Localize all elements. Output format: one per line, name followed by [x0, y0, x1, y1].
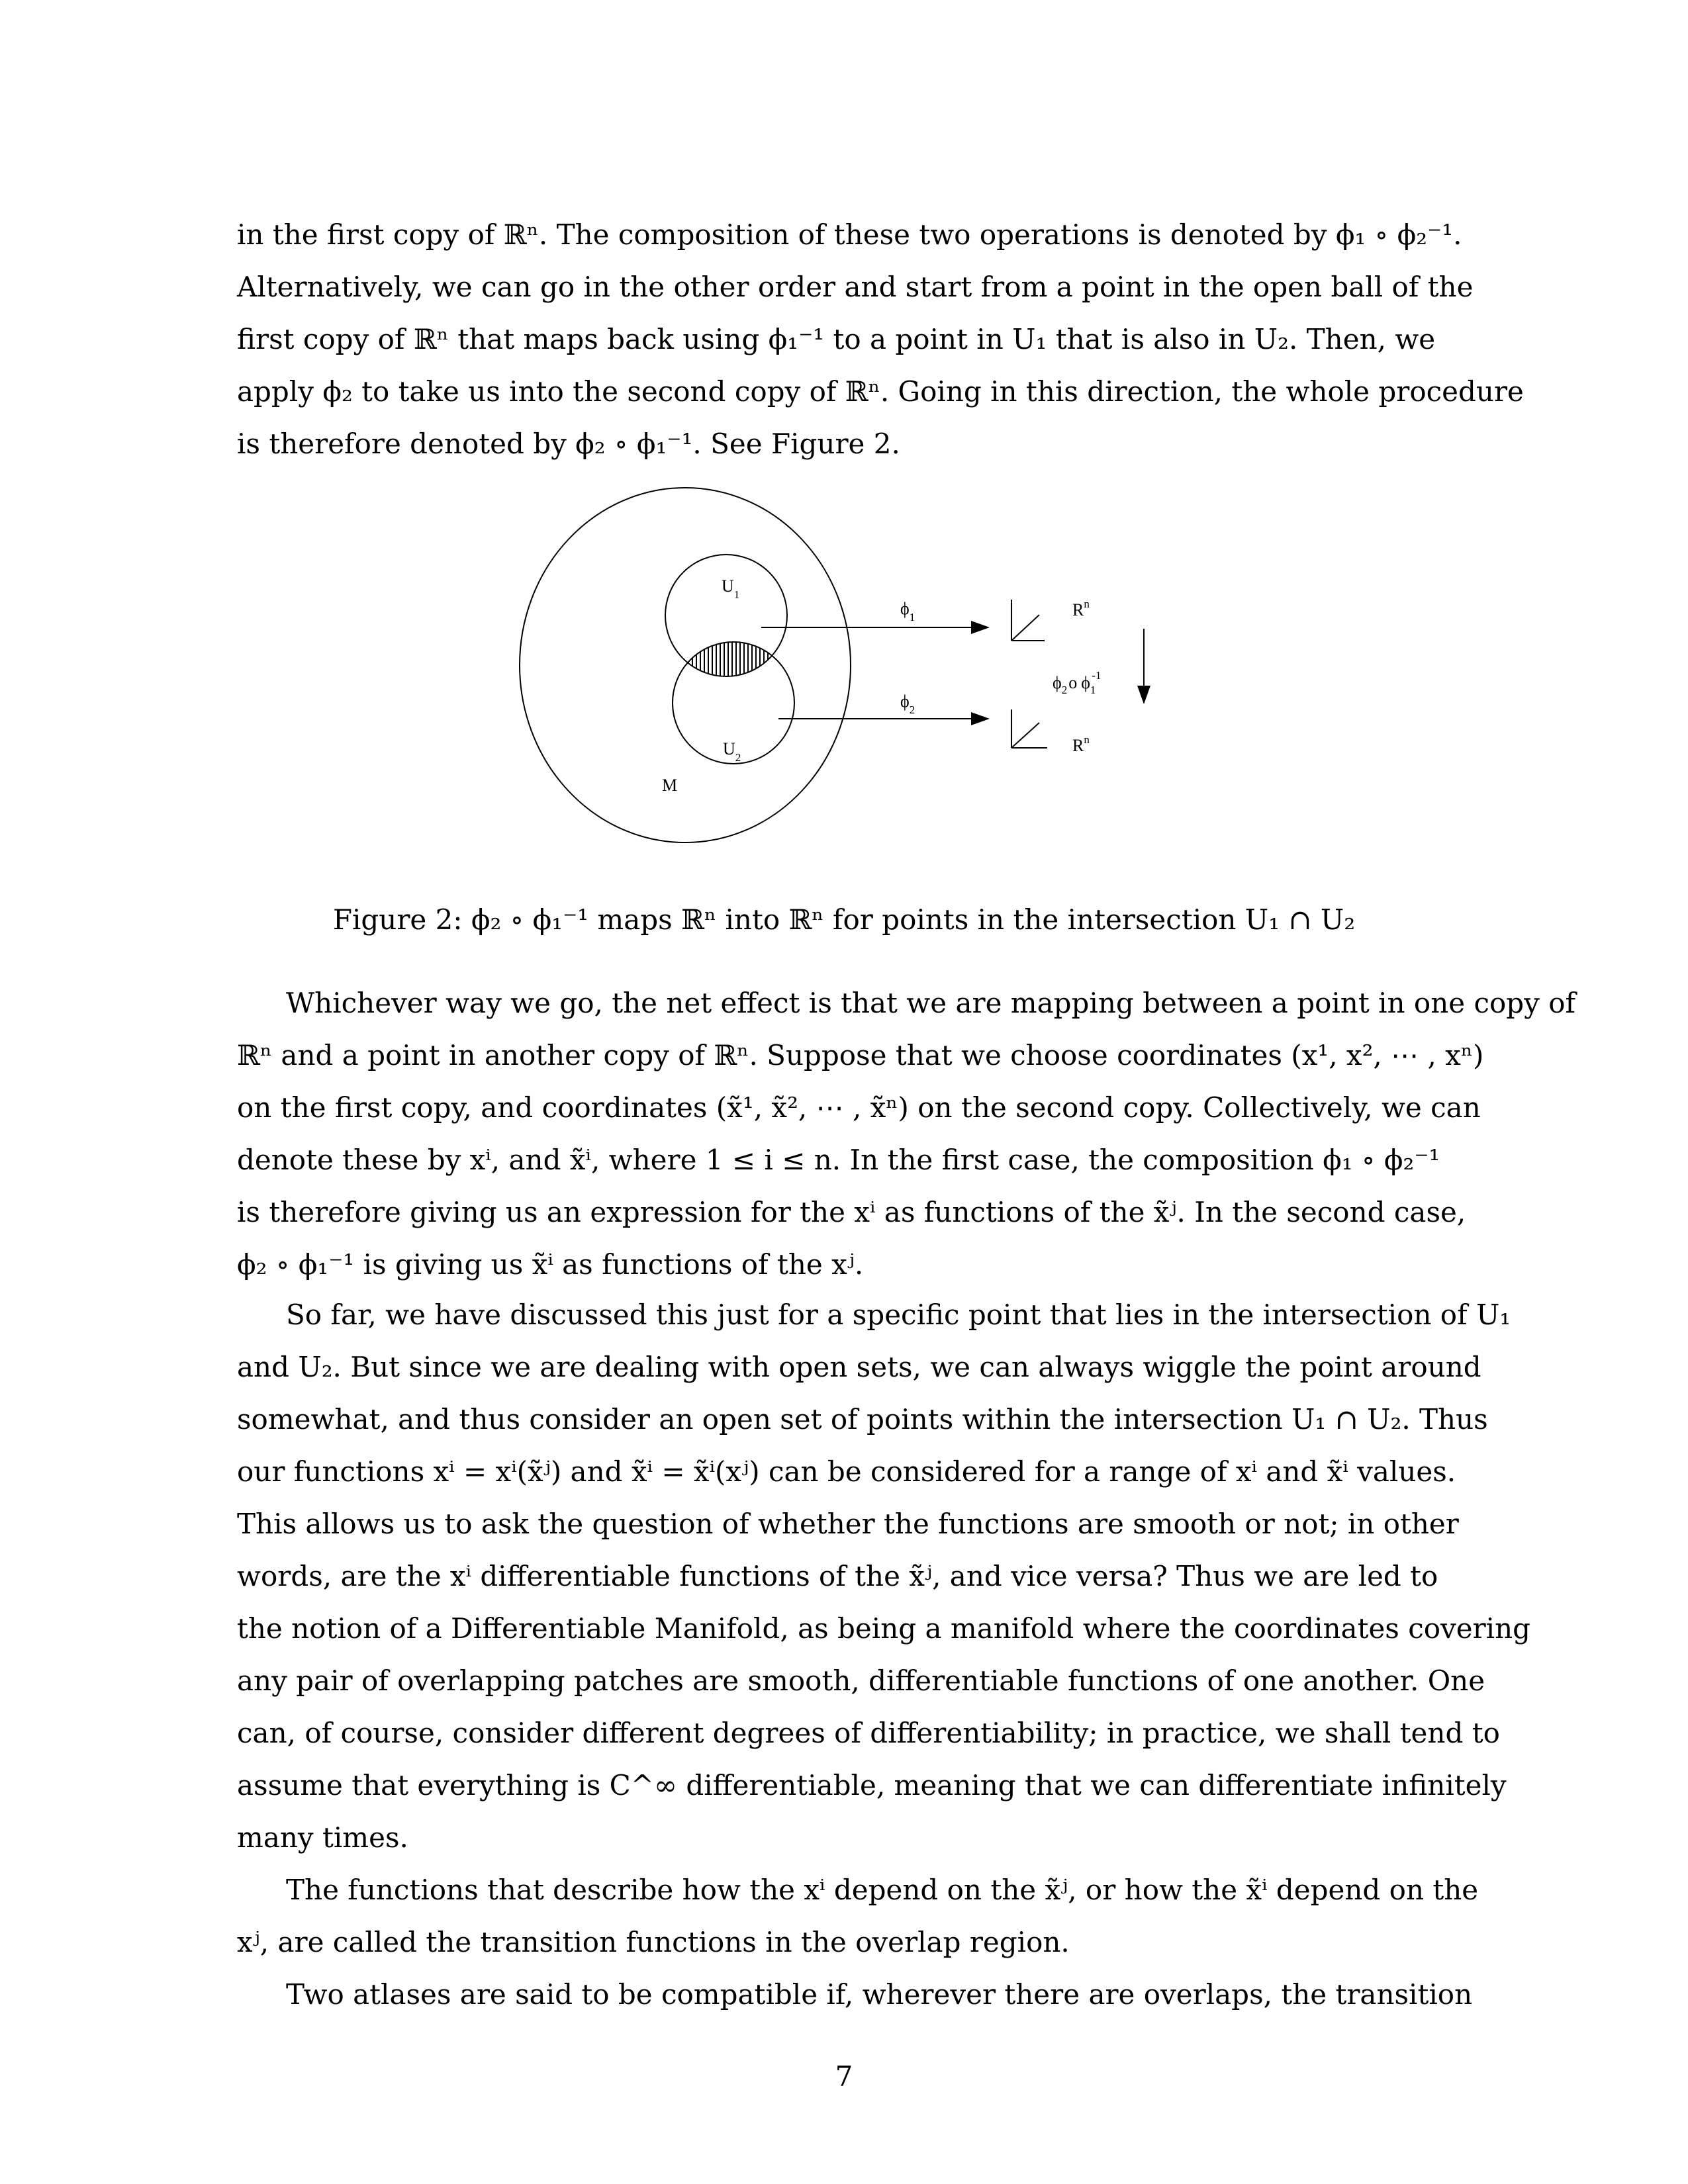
text-line: xʲ, are called the transition functions in the overlap region. — [237, 1926, 1070, 1958]
text-line: our functions xⁱ = xⁱ(x̃ʲ) and x̃ⁱ = x̃ⁱ(xʲ) can be considered for a range of xⁱ and x̃ⁱ values. — [237, 1455, 1456, 1488]
axes-icon-rn-top — [1011, 600, 1045, 641]
text-line: ℝⁿ and a point in another copy of ℝⁿ. Suppose that we choose coordinates (x¹, x², ⋯ , xⁿ) — [237, 1039, 1484, 1071]
text-line: somewhat, and thus consider an open set of points within the intersection U₁ ∩ U₂. Thus — [237, 1403, 1488, 1435]
text-line: first copy of ℝⁿ that maps back using ϕ₁⁻¹ to a point in U₁ that is also in U₂. Then, we — [237, 323, 1436, 355]
text-line: Whichever way we go, the net effect is that we are mapping between a point in one copy of — [286, 987, 1576, 1019]
figure-2-diagram — [0, 0, 1688, 893]
text-line: any pair of overlapping patches are smooth, differentiable functions of one another. One — [237, 1664, 1485, 1697]
label-u1: $U_1$ — [722, 576, 740, 601]
text-line: can, of course, consider different degrees of differentiability; in practice, we shall tend to — [237, 1717, 1500, 1749]
label-phi1: $\phi_1$ — [900, 599, 915, 623]
text-line: is therefore giving us an expression for the xⁱ as functions of the x̃ʲ. In the second case, — [237, 1196, 1466, 1228]
text-line: apply ϕ₂ to take us into the second copy of ℝⁿ. Going in this direction, the whole procedure — [237, 375, 1524, 408]
paragraph-3 — [237, 1289, 1531, 2021]
text-line: words, are the xⁱ differentiable functions of the x̃ʲ, and vice versa? Thus we are led to — [237, 1560, 1438, 1592]
label-u2: $U_2$ — [723, 739, 741, 764]
text-line: in the first copy of ℝⁿ. The composition of these two operations is denoted by ϕ₁ ∘ ϕ₂⁻¹. — [237, 218, 1462, 251]
label-phi2: $\phi_2$ — [900, 692, 915, 716]
text-line: the notion of a Differentiable Manifold, as being a manifold where the coordinates covering — [237, 1612, 1531, 1645]
text-line: and U₂. But since we are dealing with open sets, we can always wiggle the point around — [237, 1351, 1481, 1383]
text-line: on the first copy, and coordinates (x̃¹, x̃², ⋯ , x̃ⁿ) on the second copy. Collectively, we can — [237, 1091, 1481, 1124]
label-rn-top: $R^n$ — [1072, 598, 1090, 619]
text-line: many times. — [237, 1821, 408, 1854]
paragraph-2 — [237, 977, 1576, 1291]
text-line: The functions that describe how the xⁱ depend on the x̃ʲ, or how the x̃ⁱ depend on the — [286, 1874, 1479, 1906]
label-m: M — [662, 776, 678, 795]
text-line: Alternatively, we can go in the other order and start from a point in the open ball of the — [237, 271, 1474, 303]
figure-caption: Figure 2: ϕ₂ ∘ ϕ₁⁻¹ maps ℝⁿ into ℝⁿ for points in the intersection U₁ ∩ U₂ — [332, 903, 1356, 936]
label-transition: $\phi_2o$ $\phi_1-1$ — [1053, 669, 1102, 696]
text-line: ϕ₂ ∘ ϕ₁⁻¹ is giving us x̃ⁱ as functions of the xʲ. — [237, 1248, 864, 1281]
text-line: assume that everything is C^∞ differentiable, meaning that we can differentiate infinitely — [237, 1769, 1507, 1801]
text-line: Two atlases are said to be compatible if, wherever there are overlaps, the transition — [286, 1978, 1473, 2011]
text-line: is therefore denoted by ϕ₂ ∘ ϕ₁⁻¹. See Figure 2. — [237, 428, 900, 460]
axes-icon-rn-bottom — [1011, 709, 1047, 748]
label-rn-bottom: $R^n$ — [1072, 733, 1090, 755]
text-line: denote these by xⁱ, and x̃ⁱ, where 1 ≤ i ≤ n. In the first case, the composition ϕ₁ ∘ ϕ₂⁻¹ — [237, 1144, 1440, 1176]
page-number: 7 — [835, 2060, 853, 2093]
text-line: This allows us to ask the question of whether the functions are smooth or not; in other — [237, 1508, 1459, 1540]
text-line: So far, we have discussed this just for a specific point that lies in the intersection of U₁ — [286, 1298, 1511, 1331]
